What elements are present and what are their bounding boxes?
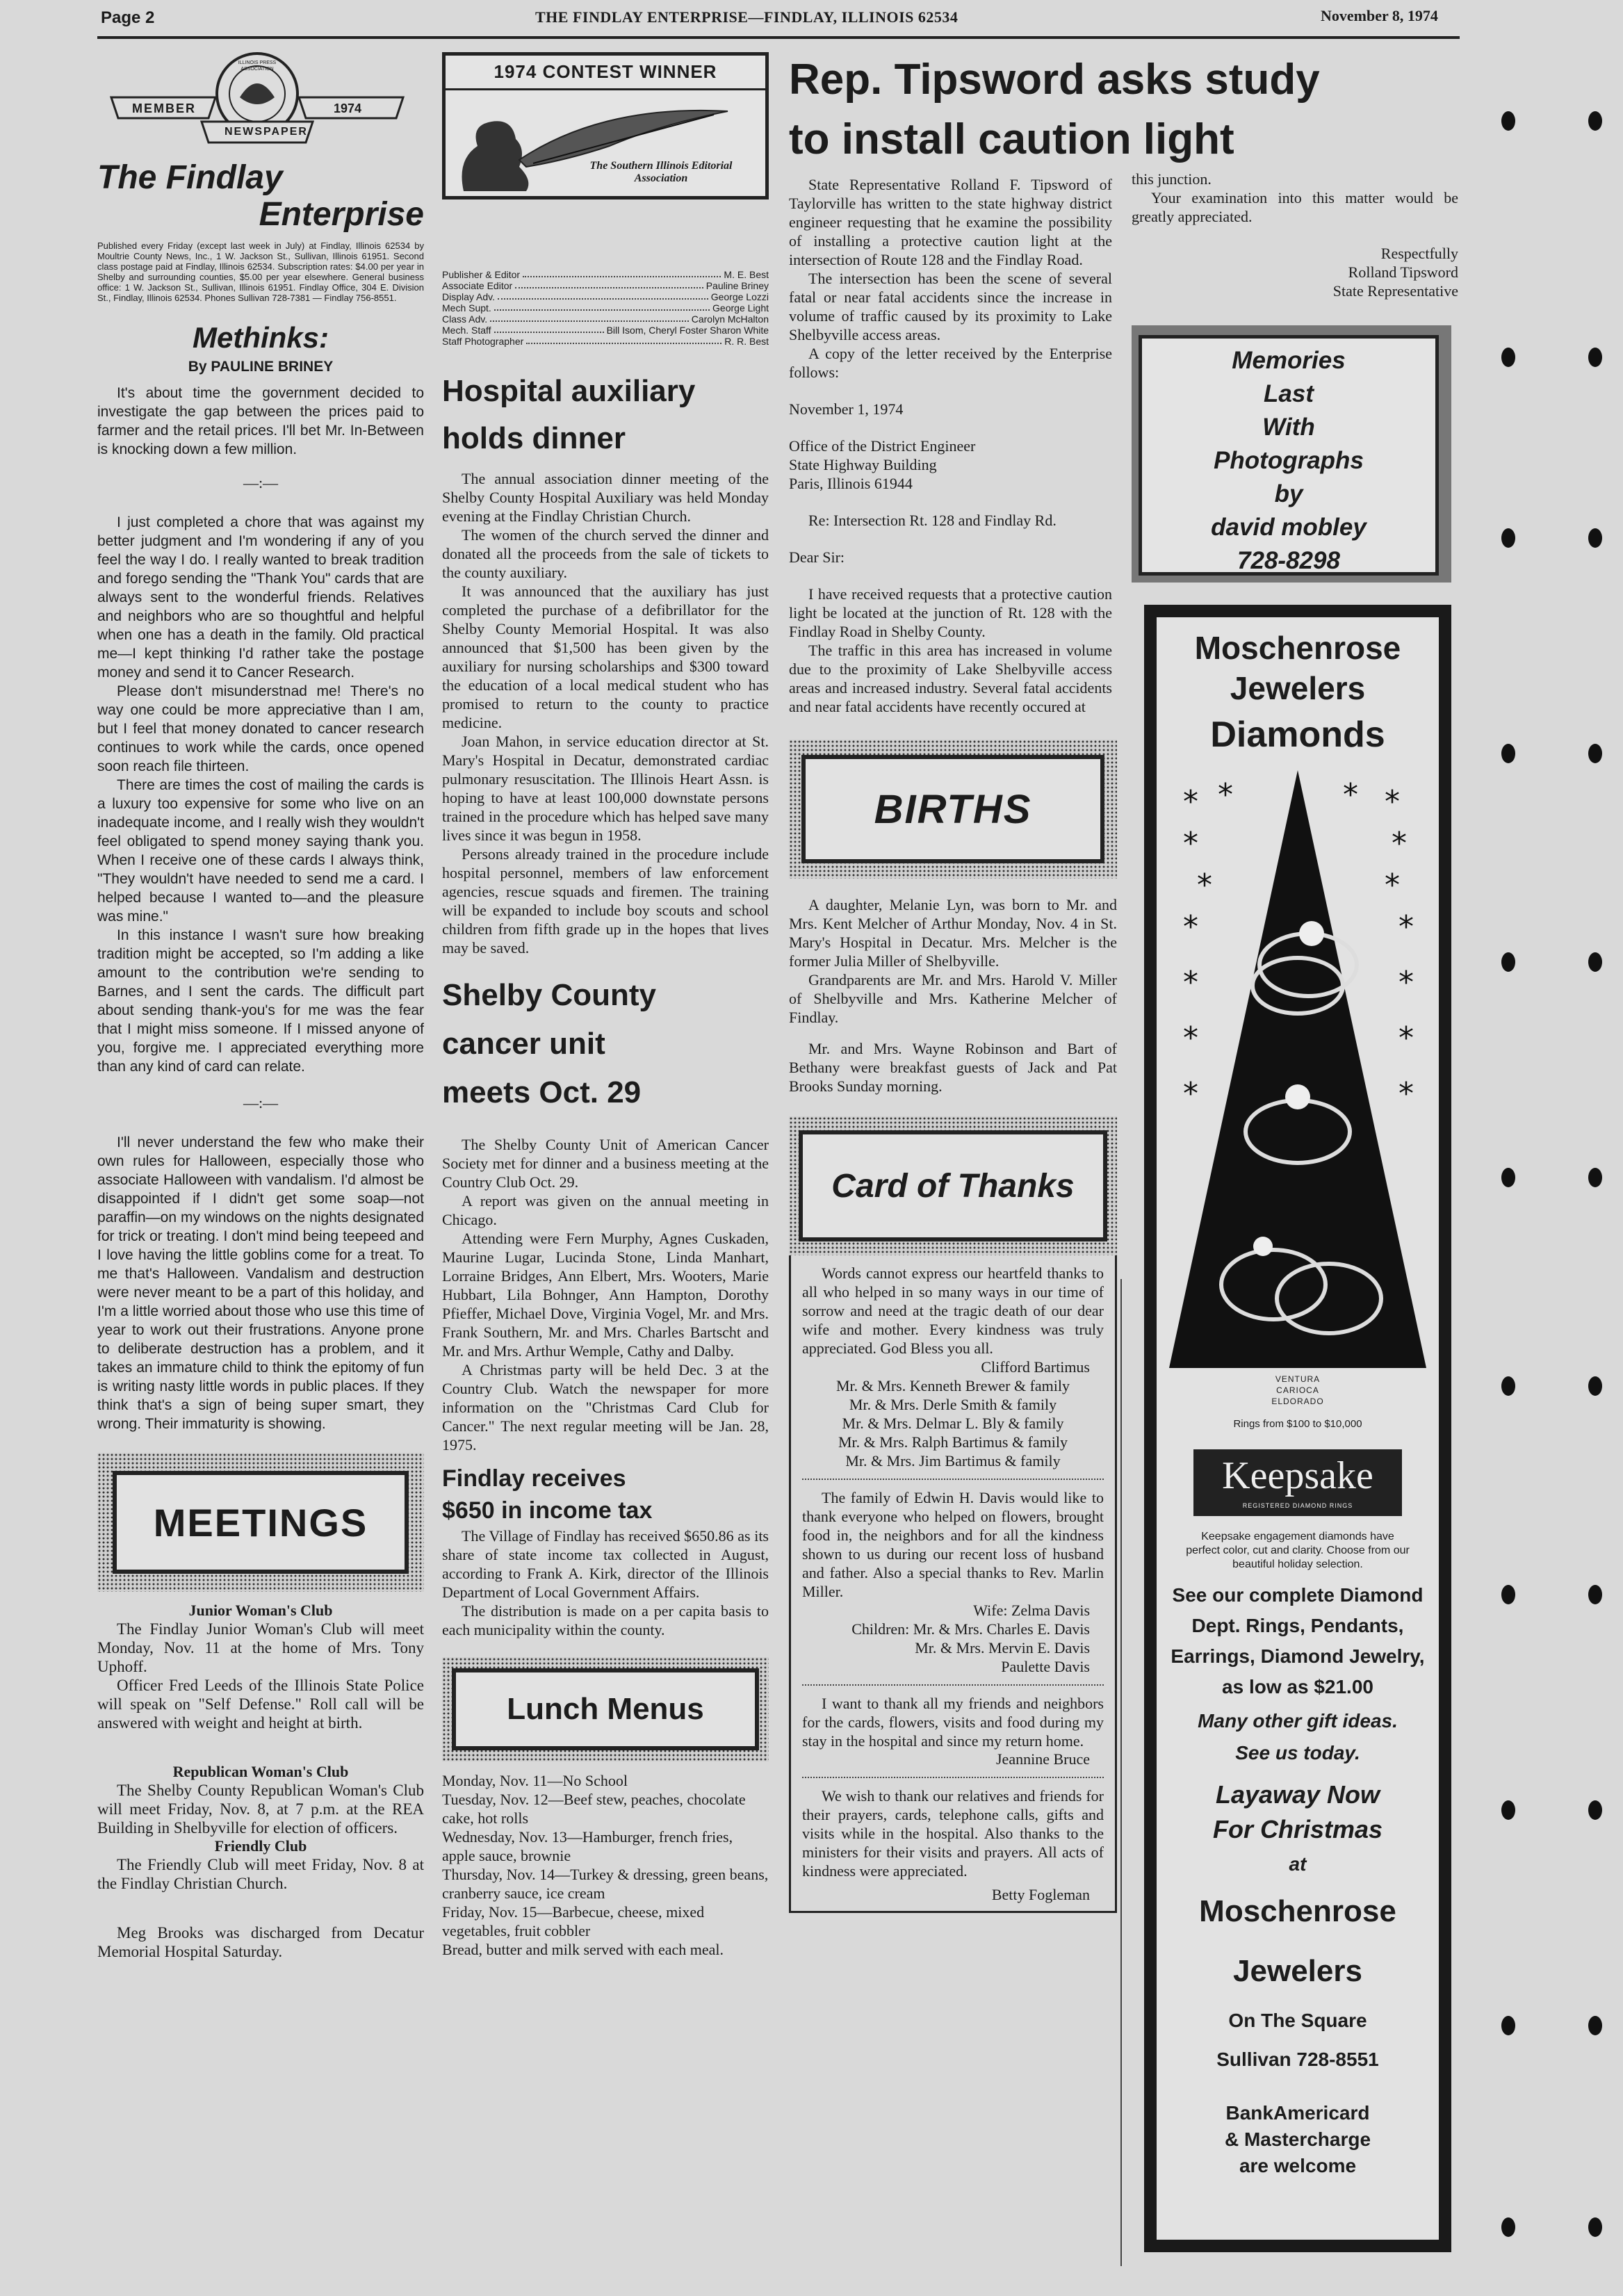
badge-year: 1974	[334, 101, 362, 115]
punch-hole	[1501, 2016, 1515, 2035]
lunch-banner	[442, 1657, 769, 1761]
ad-store-name: Moschenrose	[1199, 1894, 1396, 1928]
column-left	[97, 49, 424, 1961]
methinks-byline: By PAULINE BRINEY	[188, 359, 334, 375]
staff-box	[442, 269, 769, 347]
lunch-title: Lunch Menus	[507, 1692, 704, 1726]
ad-copy: Earrings, Diamond Jewelry,	[1171, 1645, 1425, 1667]
svg-text:*: *	[1197, 868, 1212, 903]
methinks-paragraph: I just completed a chore that was against my better judgment and I'm wondering if any of you feel the way I do. I really wanted to break tradition and forego sending the "Thank You" cards that are always sent to the wonderful friends. Relatives and neighbors who are so thoughtful and helpful when one has a death in the family. Old practical me—I kept thinking I'd rather take the postage money and send it to Cancer Research.	[97, 514, 424, 681]
births-paragraph: Grandparents are Mr. and Mrs. Harold V. Miller of Shelbyville and Mrs. Katherine Melcher of Findlay.	[789, 971, 1117, 1026]
staff-name: Pauline Briney	[706, 280, 769, 291]
contest-association: The Southern Illinois Editorial Association	[589, 160, 733, 184]
letter-paragraph: The traffic in this area has increased in volume due to the proximity of Lake Shelbyville access areas and increased industry. Several fatal accidents and near fatal accidents have recently occured at	[789, 642, 1112, 715]
tipsword-paragraph: A copy of the letter received by the Enterprise follows:	[789, 345, 1112, 381]
staff-role: Publisher & Editor	[442, 269, 521, 280]
hospital-paragraph: The annual association dinner meeting of the Shelby County Hospital Auxiliary was held Monday evening at the Findlay Christian Church.	[442, 470, 769, 525]
staff-row	[442, 325, 769, 336]
ad-price: as low as $21.00	[1222, 1676, 1373, 1697]
thanks-signature: Mr. & Mrs. Delmar L. Bly & family	[842, 1415, 1064, 1432]
letter-continuation: Your examination into this matter would be greatly appreciated.	[1132, 189, 1458, 225]
methinks-title: Methinks:	[192, 321, 329, 354]
staff-name: R. R. Best	[724, 336, 769, 347]
ring-name: CARIOCA	[1276, 1385, 1319, 1395]
lunch-menu-item: Bread, butter and milk served with each meal.	[442, 1941, 724, 1958]
svg-text:*: *	[1398, 909, 1414, 945]
ring-name-list	[1169, 1374, 1426, 1407]
staff-name: M. E. Best	[724, 269, 769, 280]
hospital-paragraph: It was announced that the auxiliary has just completed the purchase of a defibrillator for the Shelby County Memorial Hospital. It was also announced that $1,500 has been given by the auxiliary for nursing scholarships and $300 toward the education of a local medical student who has promised to return to the county to practice medicine.	[442, 583, 769, 731]
punch-hole	[1588, 1168, 1602, 1187]
club-heading: Junior Woman's Club	[188, 1602, 333, 1619]
contest-title: 1974 CONTEST WINNER	[446, 56, 765, 90]
punch-hole	[1588, 1585, 1602, 1604]
press-association-badge	[97, 49, 424, 153]
hospital-paragraph: The women of the church served the dinner and donated all the proceeds from the sale of tickets to the county auxiliary.	[442, 526, 769, 581]
staff-name: Bill Isom, Cheryl Foster Sharon White	[606, 325, 769, 336]
ad-headline: Jewelers	[1230, 670, 1366, 706]
svg-text:*: *	[1218, 777, 1233, 813]
staff-name: George Light	[712, 302, 769, 314]
punch-hole	[1501, 1168, 1515, 1187]
svg-text:*: *	[1398, 1076, 1414, 1112]
thanks-box	[789, 1255, 1117, 1913]
thanks-signature: Wife: Zelma Davis	[973, 1602, 1090, 1619]
punch-hole	[1588, 1800, 1602, 1820]
meeting-paragraph: The Shelby County Republican Woman's Club will meet Friday, Nov. 8, at 7 p.m. at the REA Building in Shelbyville for election of officers.	[97, 1782, 424, 1837]
thanks-signature: Children: Mr. & Mrs. Charles E. Davis	[851, 1620, 1090, 1638]
punch-hole	[1501, 2217, 1515, 2237]
thanks-signature: Mr. & Mrs. Kenneth Brewer & family	[835, 1377, 1070, 1394]
ad-copy: See us today.	[1235, 1742, 1360, 1764]
running-header: THE FINDLAY ENTERPRISE—FINDLAY, ILLINOIS 62534	[535, 8, 959, 26]
keepsake-sub: REGISTERED DIAMOND RINGS	[1242, 1502, 1353, 1509]
column-right	[1132, 167, 1458, 2252]
club-heading: Friendly Club	[214, 1837, 307, 1855]
punch-hole	[1501, 1800, 1515, 1820]
tipsword-headline: Rep. Tipsword asks study to install caution light	[789, 56, 1320, 163]
births-title: BIRTHS	[874, 786, 1032, 832]
svg-text:*: *	[1183, 1076, 1198, 1112]
svg-text:*: *	[1183, 784, 1198, 820]
meetings-banner	[97, 1453, 424, 1592]
thanks-signature: Paulette Davis	[1001, 1658, 1090, 1675]
ad-address: On The Square	[1228, 2010, 1367, 2031]
thanks-paragraph: We wish to thank our relatives and friends for their prayers, cards, telephone calls, gifts and visits while in the hospital. Also thanks to the ministers for their visits and prayers. All acts of kindness were appreciated.	[802, 1787, 1104, 1880]
svg-text:*: *	[1385, 868, 1400, 903]
tipsword-paragraph: State Representative Rolland F. Tipsword of Taylorville has written to the state highway district engineer requesting that he examine the possibility of installing a protective caution light at the intersection of Route 128 and the Findlay Road.	[789, 176, 1112, 268]
staff-role: Mech Supt.	[442, 302, 491, 314]
punch-hole	[1501, 1585, 1515, 1604]
ad-copy: See our complete Diamond	[1172, 1584, 1424, 1606]
ad-headline: Moschenrose	[1194, 630, 1401, 666]
lunch-menu-item: Friday, Nov. 15—Barbecue, cheese, mixed vegetables, fruit cobbler	[442, 1903, 705, 1939]
meetings-title: MEETINGS	[153, 1500, 368, 1545]
methinks-paragraph: It's about time the government decided to investigate the gap between the prices paid to farmer and the retail prices. I'll bet Mr. In-Between is knocking down a few million.	[97, 385, 424, 457]
staff-role: Display Adv.	[442, 291, 495, 302]
thanks-signatures	[802, 1358, 1104, 1470]
letter-paragraph: I have received requests that a protective caution light be located at the junction of Rt. 128 with the Findlay Road in Shelby County.	[789, 585, 1112, 640]
punch-hole	[1588, 111, 1602, 131]
staff-role: Mech. Staff	[442, 325, 491, 336]
staff-row	[442, 269, 769, 280]
ad-copy: Dept. Rings, Pendants,	[1191, 1615, 1404, 1636]
ad-store-name: Jewelers	[1233, 1954, 1362, 1988]
keepsake-copy: Keepsake engagement diamonds have perfect color, cut and clarity. Choose from our beautiful holiday selection.	[1186, 1531, 1410, 1570]
punch-hole	[1588, 2217, 1602, 2237]
thanks-paragraph: The family of Edwin H. Davis would like to thank everyone who helped on flowers, brought food in, the neighbors and for all the kindness shown to us during our recent loss of husband and father. Also a special thanks to Rev. Marlin Miller.	[802, 1489, 1104, 1600]
cancer-paragraph: A report was given on the annual meeting in Chicago.	[442, 1192, 769, 1228]
svg-text:*: *	[1183, 826, 1198, 861]
punch-hole	[1501, 111, 1515, 131]
thanks-signature: Betty Fogleman	[991, 1886, 1090, 1903]
diamond-rings-icon	[1169, 770, 1426, 1368]
methinks-paragraph: There are times the cost of mailing the cards is a luxury too expensive for some who live on an inadequate income, and I really wish they wouldn't feel obligated to spend money saying thank you. When I receive one of these cards I always think, "They wouldn't have needed to send me a card. I helped because I wanted to—and the pleasure was mine."	[97, 777, 424, 925]
meeting-paragraph: Officer Fred Leeds of the Illinois State Police will speak on "Self Defense." Roll call will be answered with weight and height at birth.	[97, 1677, 424, 1732]
cancer-headline: Shelby County cancer unit meets Oct. 29	[442, 978, 657, 1109]
thanks-paragraph: Words cannot express our heartfeld thanks to all who helped in so many ways in our time of sorrow and need at the tragic death of our dear wife and mother. Every kindness was truly appreciated. God Bless you all.	[802, 1264, 1104, 1357]
ad-address: Sullivan 728-8551	[1216, 2049, 1379, 2070]
tax-headline: Findlay receives $650 in income tax	[442, 1465, 653, 1524]
svg-text:*: *	[1183, 909, 1198, 945]
jeweler-ad	[1144, 605, 1451, 2252]
svg-text:*: *	[1392, 826, 1407, 861]
staff-row	[442, 280, 769, 291]
hospital-paragraph: Persons already trained in the procedure include hospital personnel, members of law enforcement agencies, rescue squads and firemen. The training will be expanded to include boy scouts and school children from fifth grade up in the hopes that lives may be saved.	[442, 845, 769, 956]
thanks-signature: Jeannine Bruce	[996, 1750, 1090, 1768]
badge-newspaper: NEWSPAPER	[225, 126, 308, 138]
staff-row	[442, 291, 769, 302]
meeting-paragraph: The Friendly Club will meet Friday, Nov. 8 at the Findlay Christian Church.	[97, 1856, 424, 1892]
letter-closing: Respectfully Rolland Tipsword State Representative	[1332, 245, 1458, 300]
thanks-title: Card of Thanks	[831, 1167, 1075, 1205]
punch-hole	[1501, 952, 1515, 972]
letter-date: November 1, 1974	[789, 400, 904, 418]
punch-hole	[1588, 744, 1602, 763]
photographer-ad	[1132, 325, 1458, 596]
punch-hole	[1501, 1376, 1515, 1396]
punch-hole	[1501, 348, 1515, 367]
tax-paragraph: The Village of Findlay has received $650.86 as its share of state income tax collected in August, according to Frank A. Kirk, director of the Illinois Department of Local Government Affairs.	[442, 1527, 769, 1601]
separator: —:—	[243, 1094, 279, 1112]
masthead-title-1: The Findlay	[97, 159, 283, 196]
ad-copy: Layaway Now	[1215, 1780, 1380, 1809]
letter-address: State Highway Building	[789, 456, 937, 473]
lunch-menu-list	[442, 1771, 769, 1959]
svg-text:*: *	[1398, 1020, 1414, 1056]
thanks-signature: Mr. & Mrs. Jim Bartimus & family	[845, 1452, 1061, 1469]
ad-copy: at	[1289, 1853, 1307, 1875]
ring-name: ELDORADO	[1271, 1397, 1324, 1406]
staff-role: Class Adv.	[442, 314, 488, 325]
methinks-paragraph: In this instance I wasn't sure how breaking tradition might be accepted, so I'm adding a like amount to the contribution we're sending to Barnes, and I sent the cards. The difficult part about sending thank-you's for me was the fear that I might miss someone. If I missed anyone of you, forgive me. I appreciated everything more than any kind of card can relate.	[97, 927, 424, 1075]
tipsword-paragraph: The intersection has been the scene of several fatal or near fatal accidents since the increase in volume of traffic caused by its proximity to Lake Shelbyville access areas.	[789, 270, 1112, 343]
staff-row	[442, 314, 769, 325]
ad-payment: BankAmericard	[1225, 2102, 1370, 2124]
contest-winner-box	[442, 52, 769, 200]
thanks-signature: Mr. & Mrs. Ralph Bartimus & family	[838, 1433, 1068, 1451]
punch-hole	[1588, 528, 1602, 548]
divider	[802, 1479, 1104, 1480]
svg-text:*: *	[1343, 777, 1358, 813]
methinks-paragraph: I'll never understand the few who make their own rules for Halloween, especially those who associate Halloween with vandalism. I'd almost be disappointed if I didn't get some soap—not paraffin—on my windows on the nights designated for trick or treating. I don't mind being teepeed and I love having the little goblins come for a treat. To me that's Halloween. Vandalism and destruction were never meant to be a part of this holiday, and I'm a little worried about those who use this time of year to work out their frustrations. Anyone prone to deliberate destruction has a problem, and it takes an immature child to think the epitomy of fun is writing nasty little words in public places. If they think that's a sign of being super smart, they wrong. Their immaturity is showing.	[97, 1134, 424, 1432]
staff-name: George Lozzi	[710, 291, 769, 302]
divider	[802, 1777, 1104, 1778]
births-banner	[789, 740, 1117, 879]
keepsake-logo	[1193, 1449, 1402, 1516]
letter-salutation: Dear Sir:	[789, 548, 845, 566]
badge-member: MEMBER	[132, 101, 196, 115]
price-range: Rings from $100 to $10,000	[1233, 1418, 1362, 1430]
punch-hole	[1588, 2016, 1602, 2035]
publication-info: Published every Friday (except last week in July) at Findlay, Illinois 62534 by Moultrie County News, Inc., 1 W. Jackson St., Sullivan, Illinois 61951. Second class postage paid at Findlay, Illinois 62534. Subscription rates: $4.00 per year in Shelby and surrounding counties, $5.00 per year elsewhere. General business office: 1 W. Jackson St., Sullivan, Illinois 61951. Findlay Office, 304 E. Division St., Findlay, Illinois 62534. Phones Sullivan 728-7381 — Findlay 756-8551.	[97, 241, 424, 303]
ad-copy: Many other gift ideas.	[1198, 1710, 1398, 1732]
thanks-paragraph: I want to thank all my friends and neighbors for the cards, flowers, visits and food during my stay in the hospital and since my return home.	[802, 1695, 1104, 1750]
masthead-title-2: Enterprise	[259, 196, 424, 233]
staff-row	[442, 336, 769, 347]
thanks-signatures	[802, 1601, 1104, 1676]
letter-address: Paris, Illinois 61944	[789, 475, 913, 492]
methinks-paragraph: Please don't misunderstnad me! There's no way one could be more appreciative than I am, but I feel that money donated to cancer research continues to work while the cards, once opened soon reach file thirteen.	[97, 683, 424, 774]
badge-seal-text: ILLINOIS PRESS ASSOCIATION	[238, 60, 277, 72]
punch-hole	[1588, 952, 1602, 972]
ad-copy: For Christmas	[1212, 1815, 1383, 1843]
ring-name: VENTURA	[1275, 1374, 1321, 1384]
staff-row	[442, 302, 769, 314]
letter-address: Office of the District Engineer	[789, 437, 976, 455]
punch-hole	[1588, 1376, 1602, 1396]
ad-payment: & Mastercharge	[1224, 2128, 1371, 2150]
keepsake-brand: Keepsake	[1222, 1454, 1373, 1497]
svg-text:*: *	[1385, 784, 1400, 820]
ad-payment: are welcome	[1239, 2155, 1357, 2176]
svg-text:*: *	[1183, 965, 1198, 1000]
personal-note: Mr. and Mrs. Wayne Robinson and Bart of Bethany were breakfast guests of Jack and Pat Brooks Sunday morning.	[789, 1040, 1117, 1095]
svg-text:*: *	[1398, 965, 1414, 1000]
punch-hole	[1588, 348, 1602, 367]
cancer-paragraph: Attending were Fern Murphy, Agnes Cuskaden, Maurine Lugar, Lucinda Stone, Linda Manhart, Lorraine Bridges, Ann Elbert, Mrs. Wooters, Marie Hubbart, Lila Bohnger, Ann Hampton, Dorothy Pfieffer, Michael Dove, Virginia Vogel, Mr. and Mrs. Frank Southern, Mr. and Mrs. Charles Bartscht and Mr. and Mrs. Arthur Wemple, Cathy and Dalby.	[442, 1230, 769, 1360]
staff-role: Staff Photographer	[442, 336, 524, 347]
hospital-headline: Hospital auxiliary holds dinner	[442, 374, 696, 455]
tax-paragraph: The distribution is made on a per capita basis to each municipality within the county.	[442, 1602, 769, 1638]
staff-name: Carolyn McHalton	[691, 314, 769, 325]
divider	[802, 1684, 1104, 1686]
ad-frame: Memories Last With Photographs by david mobley 728-8298	[1139, 335, 1439, 576]
thanks-signature: Mr. & Mrs. Derle Smith & family	[849, 1396, 1057, 1413]
meeting-paragraph: The Findlay Junior Woman's Club will meet Monday, Nov. 11 at the home of Mrs. Tony Uphoff.	[97, 1620, 424, 1675]
issue-date: November 8, 1974	[1321, 7, 1438, 24]
header-rule	[97, 36, 1460, 39]
thanks-signature: Clifford Bartimus	[981, 1358, 1090, 1376]
column-center-left	[442, 52, 769, 1959]
staff-role: Associate Editor	[442, 280, 513, 291]
letter-continuation: this junction.	[1132, 170, 1212, 188]
cancer-paragraph: The Shelby County Unit of American Cancer Society met for dinner and a business meeting at the Country Club Oct. 29.	[442, 1136, 769, 1191]
lunch-menu-item: Thursday, Nov. 14—Turkey & dressing, green beans, cranberry sauce, ice cream	[442, 1866, 769, 1902]
club-heading: Republican Woman's Club	[172, 1763, 349, 1780]
thanks-banner	[789, 1116, 1117, 1255]
separator: —:—	[243, 474, 279, 491]
hospital-paragraph: Joan Mahon, in service education director at St. Mary's Hospital in Decatur, demonstrated cardiac pulmonary resuscitation. The Illinois Heart Assn. is hoping to have at least 100,000 downstate persons trained in the procedure which has helped save many lives since it was begun in 1958.	[442, 733, 769, 844]
ring-illustration	[1169, 770, 1426, 1368]
lunch-menu-item: Wednesday, Nov. 13—Hamburger, french fries, apple sauce, brownie	[442, 1828, 733, 1864]
punch-hole	[1501, 528, 1515, 548]
letter-re: Re: Intersection Rt. 128 and Findlay Rd.	[808, 512, 1057, 529]
column-rule	[1120, 1279, 1122, 2266]
ad-headline: Diamonds	[1210, 715, 1385, 755]
lunch-menu-item: Monday, Nov. 11—No School	[442, 1772, 628, 1789]
punch-hole	[1501, 744, 1515, 763]
cancer-paragraph: A Christmas party will be held Dec. 3 at the Country Club. Watch the newspaper for more information on the "Christmas Card Club for Cancer." The next regular meeting will be Jan. 28, 1975.	[442, 1361, 769, 1454]
personal-note: Meg Brooks was discharged from Decatur Memorial Hospital Saturday.	[97, 1924, 424, 1960]
svg-text:*: *	[1183, 1020, 1198, 1056]
lunch-menu-item: Tuesday, Nov. 12—Beef stew, peaches, chocolate cake, hot rolls	[442, 1791, 746, 1827]
thanks-signature: Mr. & Mrs. Mervin E. Davis	[915, 1639, 1090, 1656]
births-paragraph: A daughter, Melanie Lyn, was born to Mr. and Mrs. Kent Melcher of Arthur Monday, Nov. 4 in St. Mary's Hospital in Decatur. Mrs. Melcher is the former Julia Miller of Shelbyville.	[789, 896, 1117, 970]
page-number: Page 2	[101, 8, 155, 27]
